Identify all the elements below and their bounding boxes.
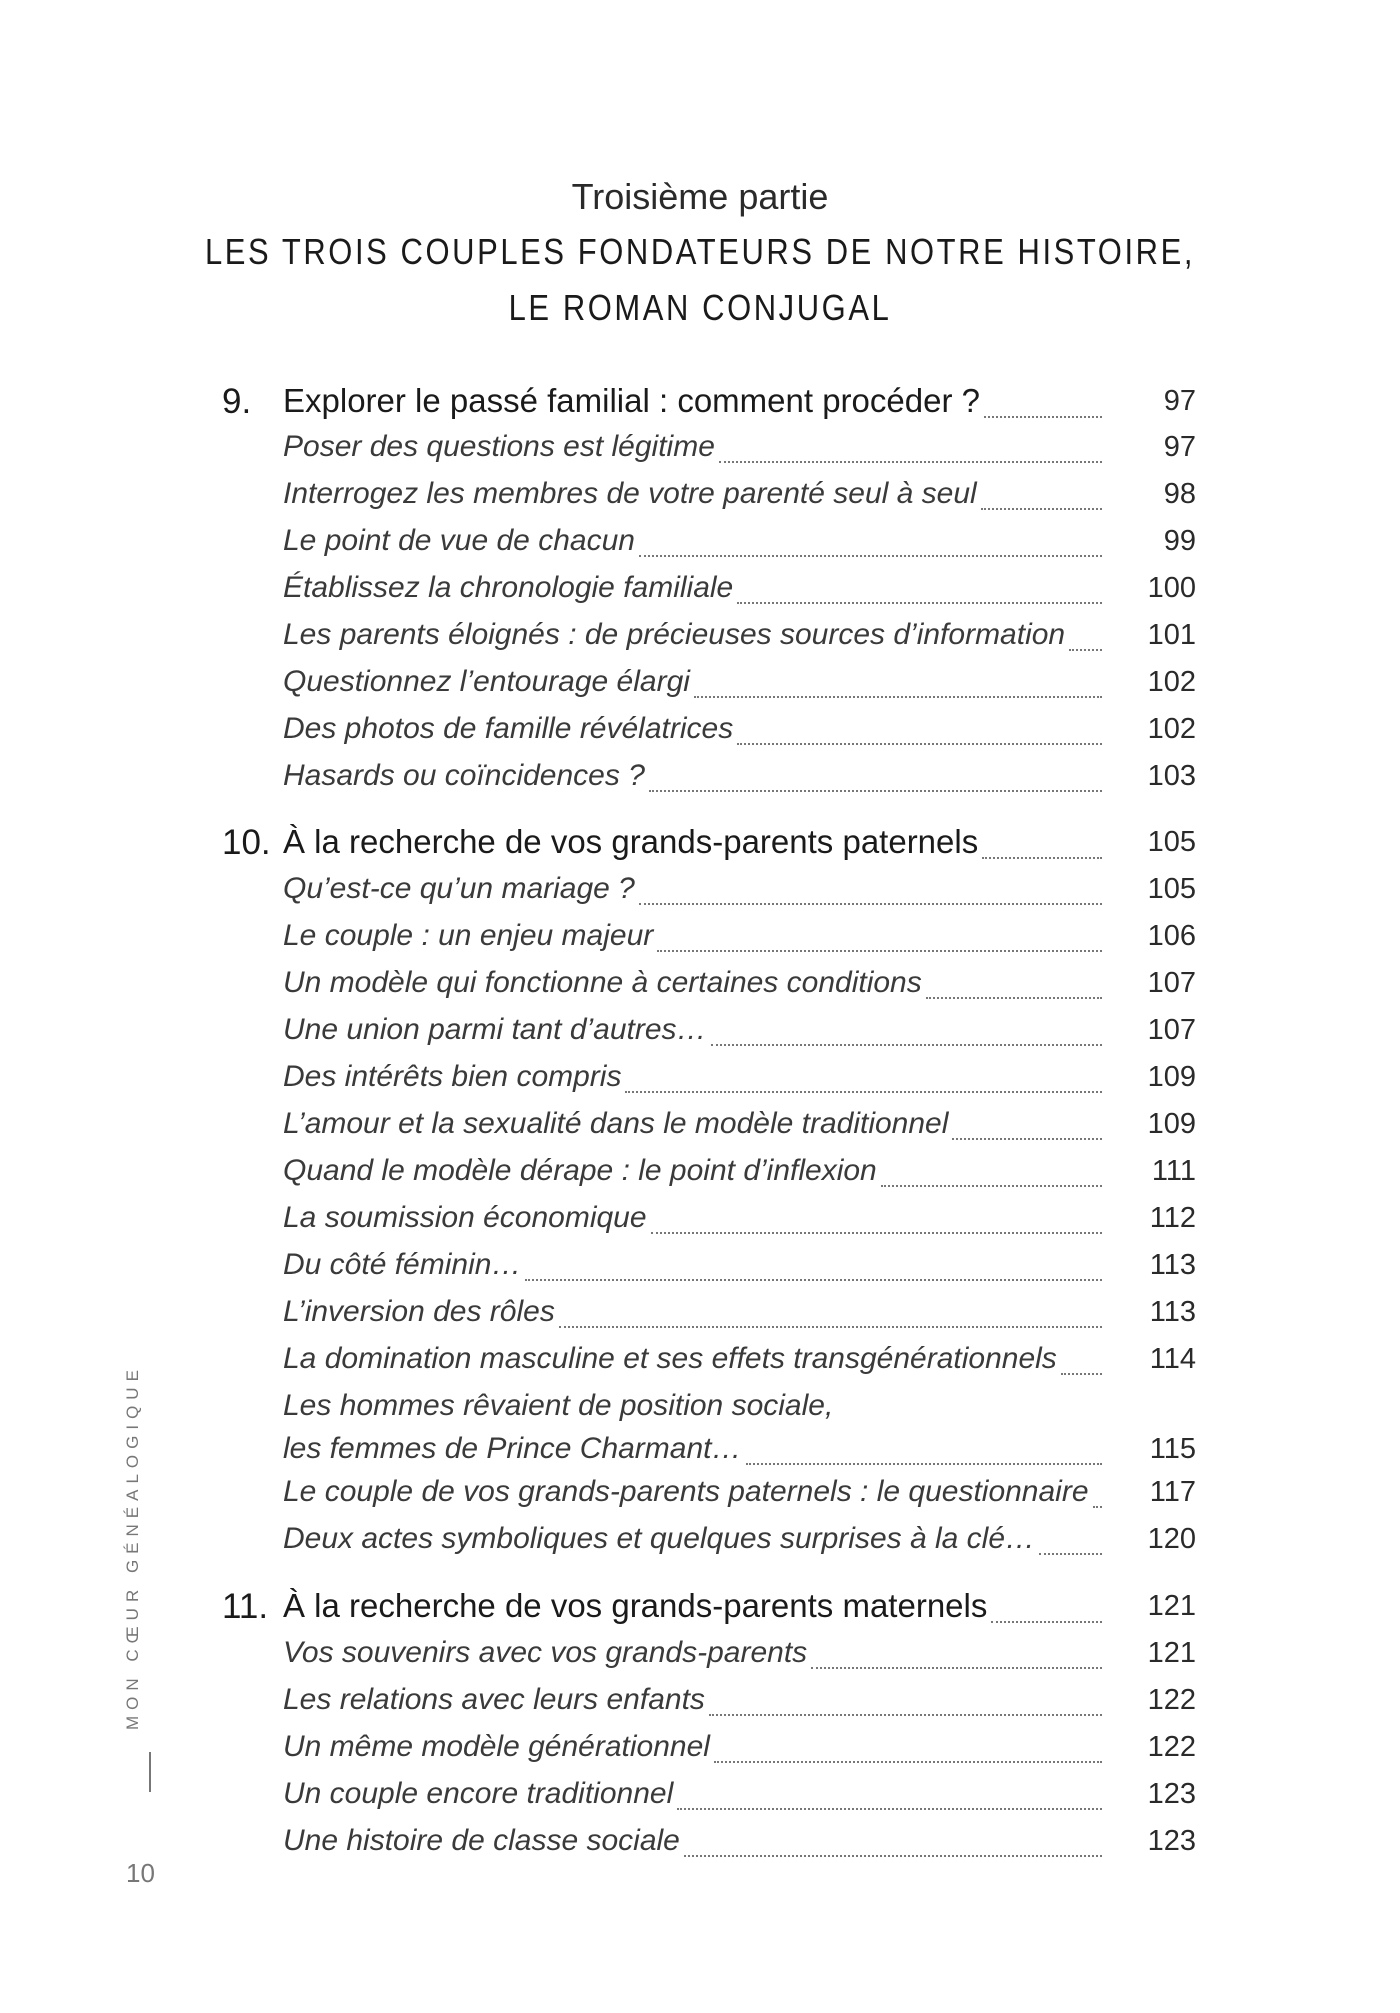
dot-leader — [559, 1326, 1102, 1328]
dot-leader — [714, 1761, 1102, 1763]
toc-entry-title: Un modèle qui fonctionne à certaines conditions — [283, 966, 922, 999]
toc-entry-title: Hasards ou coïncidences ? — [283, 759, 645, 792]
toc-entry-title: Les relations avec leurs enfants — [283, 1683, 705, 1716]
page-reference: 113 — [1149, 1296, 1196, 1328]
page-reference: 105 — [1147, 873, 1196, 905]
toc-entry-title: Un couple encore traditionnel — [283, 1777, 674, 1810]
dot-leader — [525, 1279, 1102, 1281]
toc-entry-title: Du côté féminin… — [283, 1248, 522, 1281]
dot-leader — [719, 461, 1102, 463]
page-reference: 99 — [1163, 525, 1196, 557]
toc-entry-title: La domination masculine et ses effets transgénérationnels — [283, 1342, 1057, 1375]
dot-leader — [625, 1091, 1102, 1093]
toc-entry-title: Des photos de famille révélatrices — [283, 712, 734, 745]
toc-entry-title: L’amour et la sexualité dans le modèle traditionnel — [283, 1107, 949, 1140]
toc-entry-title: Des intérêts bien compris — [283, 1060, 622, 1093]
dot-leader — [1069, 649, 1102, 651]
dot-leader — [881, 1185, 1102, 1187]
page-reference: 97 — [1163, 431, 1196, 463]
dot-leader — [709, 1714, 1102, 1716]
dot-leader — [677, 1808, 1102, 1810]
page-reference: 109 — [1147, 1061, 1196, 1093]
chapter-number: 11. — [222, 1587, 269, 1626]
page-reference: 120 — [1147, 1523, 1196, 1555]
chapter-number: 10. — [222, 823, 271, 862]
page-reference: 122 — [1147, 1684, 1196, 1716]
part-label: Troisième partie — [571, 176, 829, 217]
chapter-title: À la recherche de vos grands-parents paternels — [283, 823, 979, 860]
part-title-line-1: LES TROIS COUPLES FONDATEURS DE NOTRE HISTOIRE, — [204, 231, 1196, 272]
toc-entry-title: Vos souvenirs avec vos grands-parents — [283, 1636, 808, 1669]
page-reference: 109 — [1147, 1108, 1196, 1140]
dot-leader — [981, 508, 1102, 510]
toc-entry-title: Le couple de vos grands-parents paternels : le questionnaire — [283, 1475, 1089, 1508]
dot-leader — [649, 790, 1102, 792]
page-reference: 114 — [1149, 1343, 1196, 1375]
page-reference: 105 — [1147, 826, 1196, 858]
dot-leader — [684, 1855, 1102, 1857]
toc-entry-title: Poser des questions est légitime — [283, 430, 715, 463]
page-reference: 113 — [1149, 1249, 1196, 1281]
toc-entry-title: Les parents éloignés : de précieuses sources d’information — [283, 618, 1066, 651]
toc-entry-title-line-1: Les hommes rêvaient de position sociale, — [283, 1389, 834, 1422]
page-reference: 123 — [1147, 1778, 1196, 1810]
chapter-title: Explorer le passé familial : comment procéder ? — [283, 382, 980, 419]
page-reference: 115 — [1149, 1433, 1196, 1465]
page-reference: 121 — [1147, 1637, 1196, 1669]
dot-leader — [1093, 1506, 1102, 1508]
page-reference: 107 — [1147, 967, 1196, 999]
dot-leader — [651, 1232, 1102, 1234]
dot-leader — [1039, 1553, 1102, 1555]
dot-leader — [657, 950, 1102, 952]
page-reference: 97 — [1163, 385, 1196, 417]
dot-leader — [952, 1138, 1102, 1140]
dot-leader — [737, 743, 1102, 745]
dot-leader — [737, 602, 1102, 604]
running-title: MON CŒUR GÉNÉALOGIQUE — [123, 1364, 142, 1730]
chapter-number: 9. — [222, 382, 252, 421]
toc-entry-title: Questionnez l’entourage élargi — [283, 665, 690, 698]
toc-entry-title: Une histoire de classe sociale — [283, 1824, 680, 1857]
toc-entry-title: Qu’est-ce qu’un mariage ? — [283, 872, 635, 905]
page-reference: 106 — [1147, 920, 1196, 952]
toc-entry-title: Deux actes symboliques et quelques surprises à la clé… — [283, 1522, 1036, 1555]
part-title-line-2: LE ROMAN CONJUGAL — [508, 287, 892, 328]
dot-leader — [639, 903, 1102, 905]
dot-leader — [746, 1463, 1102, 1465]
dot-leader — [982, 857, 1102, 859]
page-reference: 98 — [1163, 478, 1196, 510]
part-title — [98, 224, 1302, 336]
page-number: 10 — [126, 1858, 155, 1888]
toc-entry-title: Interrogez les membres de votre parenté seul à seul — [283, 477, 977, 510]
toc-entry-title: Une union parmi tant d’autres… — [283, 1013, 707, 1046]
page-reference: 112 — [1149, 1202, 1196, 1234]
page-reference: 102 — [1147, 666, 1196, 698]
dot-leader — [639, 555, 1102, 557]
chapter-title: À la recherche de vos grands-parents maternels — [283, 1587, 988, 1624]
toc-entry-title: Un même modèle générationnel — [283, 1730, 710, 1763]
dot-leader — [984, 416, 1102, 418]
toc-entry-title: Le couple : un enjeu majeur — [283, 919, 654, 952]
page-reference: 100 — [1147, 572, 1196, 604]
side-rule — [149, 1752, 151, 1792]
dot-leader — [811, 1667, 1102, 1669]
dot-leader — [926, 997, 1102, 999]
page-reference: 121 — [1147, 1590, 1196, 1622]
page-reference: 101 — [1147, 619, 1196, 651]
dot-leader — [991, 1621, 1102, 1623]
page-reference: 122 — [1147, 1731, 1196, 1763]
toc-entry-title: La soumission économique — [283, 1201, 647, 1234]
page-reference: 107 — [1147, 1014, 1196, 1046]
dot-leader — [711, 1044, 1102, 1046]
page-reference: 123 — [1147, 1825, 1196, 1857]
toc-entry-title: Quand le modèle dérape : le point d’inflexion — [283, 1154, 877, 1187]
page-reference: 117 — [1149, 1476, 1196, 1508]
page-reference: 103 — [1147, 760, 1196, 792]
toc-entry-title: Le point de vue de chacun — [283, 524, 635, 557]
dot-leader — [1061, 1373, 1102, 1375]
dot-leader — [694, 696, 1102, 698]
page-reference: 102 — [1147, 713, 1196, 745]
page-reference: 111 — [1151, 1155, 1196, 1187]
toc-entry-title: Établissez la chronologie familiale — [283, 571, 734, 604]
toc-entry-title: les femmes de Prince Charmant… — [283, 1432, 742, 1465]
toc-entry-title: L’inversion des rôles — [283, 1295, 555, 1328]
